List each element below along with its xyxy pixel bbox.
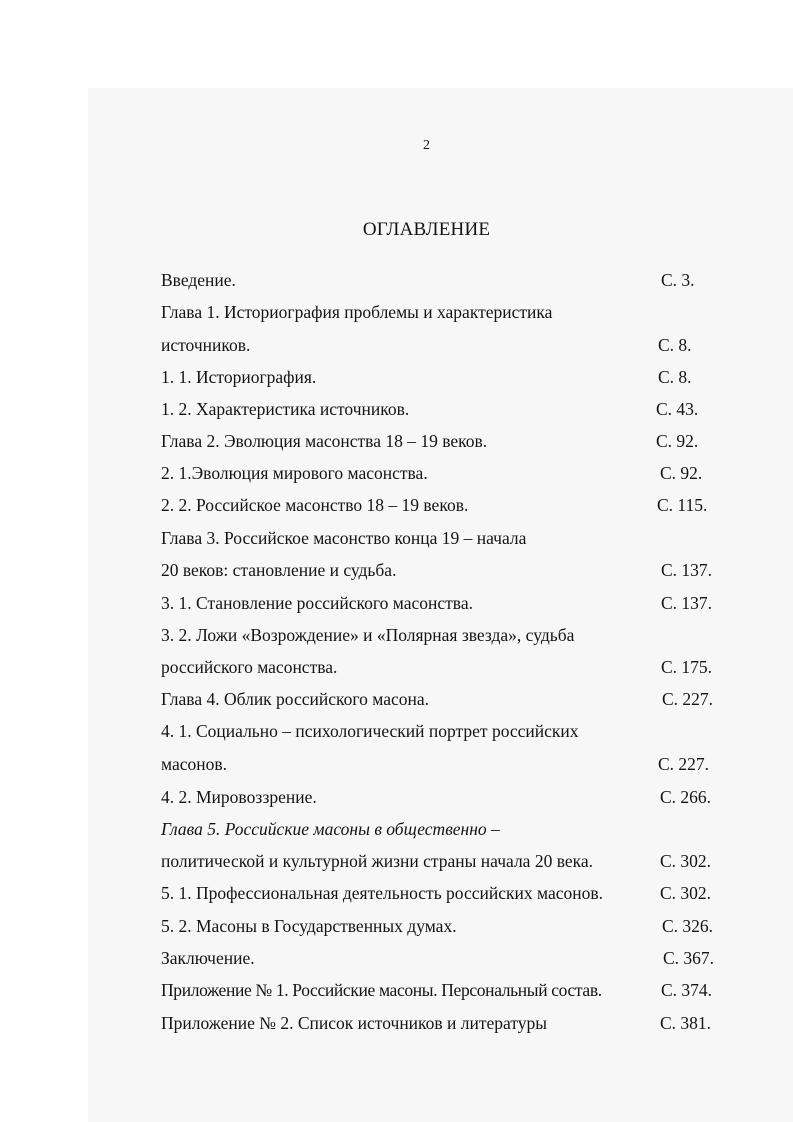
toc-entry-title: Заключение. xyxy=(161,948,255,968)
toc-entry-title: 4. 2. Мировоззрение. xyxy=(161,787,317,807)
toc-entry-chapter-3-cont xyxy=(161,558,721,582)
toc-entry-title: 1. 2. Характеристика источников. xyxy=(161,399,410,419)
toc-entry-title: Глава 5. Российские масоны в общественно – xyxy=(161,819,500,839)
toc-entry-title: масонов. xyxy=(161,754,227,774)
page-number: 2 xyxy=(423,138,430,153)
toc-entry-title: Глава 3. Российское масонство конца 19 – начала xyxy=(161,528,527,548)
toc-entry-title: Приложение № 1. Российские масоны. Персональный состав. xyxy=(161,980,602,1000)
toc-entry-5-1 xyxy=(161,881,721,905)
toc-entry-title: 3. 1. Становление российского масонства. xyxy=(161,593,473,613)
toc-entry-introduction xyxy=(161,268,721,292)
toc-entry-title: Приложение № 2. Список источников и литературы xyxy=(161,1013,548,1033)
toc-entry-title: российского масонства. xyxy=(161,657,338,677)
toc-entry-2-1 xyxy=(161,461,721,485)
page-title: ОГЛАВЛЕНИЕ xyxy=(362,219,491,240)
toc-entry-appendix-2 xyxy=(161,1011,721,1035)
toc-entry-5-2 xyxy=(161,914,721,938)
toc-entry-page: С. 3. xyxy=(661,270,695,290)
toc-entry-page: С. 8. xyxy=(658,335,692,355)
toc-entry-page: С. 227. xyxy=(658,754,710,774)
toc-entry-conclusion xyxy=(161,946,721,970)
toc-entry-title: 5. 2. Масоны в Государственных думах. xyxy=(161,916,457,936)
toc-entry-title: Глава 4. Облик российского масона. xyxy=(161,689,430,709)
toc-entry-page: С. 115. xyxy=(657,495,708,515)
toc-entry-4-2 xyxy=(161,785,721,809)
toc-entry-1-2 xyxy=(161,397,721,421)
toc-entry-3-2 xyxy=(161,623,721,647)
table-of-contents xyxy=(161,0,721,1122)
toc-entry-title: политической и культурной жизни страны начала 20 века. xyxy=(161,851,593,871)
toc-entry-title: Глава 1. Историография проблемы и характеристика xyxy=(161,302,553,322)
toc-entry-page: С. 175. xyxy=(661,657,713,677)
toc-entry-chapter-1 xyxy=(161,300,721,324)
toc-entry-chapter-2 xyxy=(161,429,721,453)
toc-entry-chapter-5-cont xyxy=(161,849,721,873)
toc-entry-page: С. 92. xyxy=(656,431,699,451)
toc-entry-title: 2. 2. Российское масонство 18 – 19 веков. xyxy=(161,495,469,515)
toc-entry-page: С. 227. xyxy=(662,689,714,709)
toc-entry-2-2 xyxy=(161,493,721,517)
toc-entry-chapter-5 xyxy=(161,817,721,841)
toc-entry-appendix-1 xyxy=(161,978,721,1002)
toc-entry-title: 1. 1. Историография. xyxy=(161,367,317,387)
toc-entry-title: 5. 1. Профессиональная деятельность российских масонов. xyxy=(161,883,604,903)
toc-entry-4-1-cont xyxy=(161,752,721,776)
toc-entry-page: С. 302. xyxy=(660,851,712,871)
toc-entry-title: Глава 2. Эволюция масонства 18 – 19 веков. xyxy=(161,431,488,451)
toc-entry-page: С. 374. xyxy=(661,980,713,1000)
toc-entry-page: С. 381. xyxy=(660,1013,712,1033)
toc-entry-chapter-1-cont xyxy=(161,333,721,357)
toc-entry-page: С. 137. xyxy=(661,560,713,580)
toc-entry-chapter-3 xyxy=(161,526,721,550)
toc-entry-page: С. 137. xyxy=(661,593,713,613)
toc-entry-1-1 xyxy=(161,365,721,389)
toc-entry-page: С. 326. xyxy=(662,916,714,936)
toc-entry-title: 4. 1. Социально – психологический портрет российских xyxy=(161,721,579,741)
toc-entry-3-1 xyxy=(161,591,721,615)
toc-entry-title: Введение. xyxy=(161,270,236,290)
toc-entry-page: С. 266. xyxy=(660,787,712,807)
toc-entry-page: С. 92. xyxy=(660,463,703,483)
toc-entry-page: С. 43. xyxy=(656,399,699,419)
toc-entry-chapter-4 xyxy=(161,687,721,711)
toc-entry-page: С. 367. xyxy=(663,948,715,968)
toc-entry-4-1 xyxy=(161,719,721,743)
toc-entry-title: источников. xyxy=(161,335,251,355)
toc-entry-3-2-cont xyxy=(161,655,721,679)
toc-entry-title: 20 веков: становление и судьба. xyxy=(161,560,397,580)
toc-entry-title: 2. 1.Эволюция мирового масонства. xyxy=(161,463,428,483)
toc-entry-title: 3. 2. Ложи «Возрождение» и «Полярная звезда», судьба xyxy=(161,625,575,645)
toc-entry-page: С. 8. xyxy=(658,367,692,387)
toc-entry-page: С. 302. xyxy=(660,883,712,903)
